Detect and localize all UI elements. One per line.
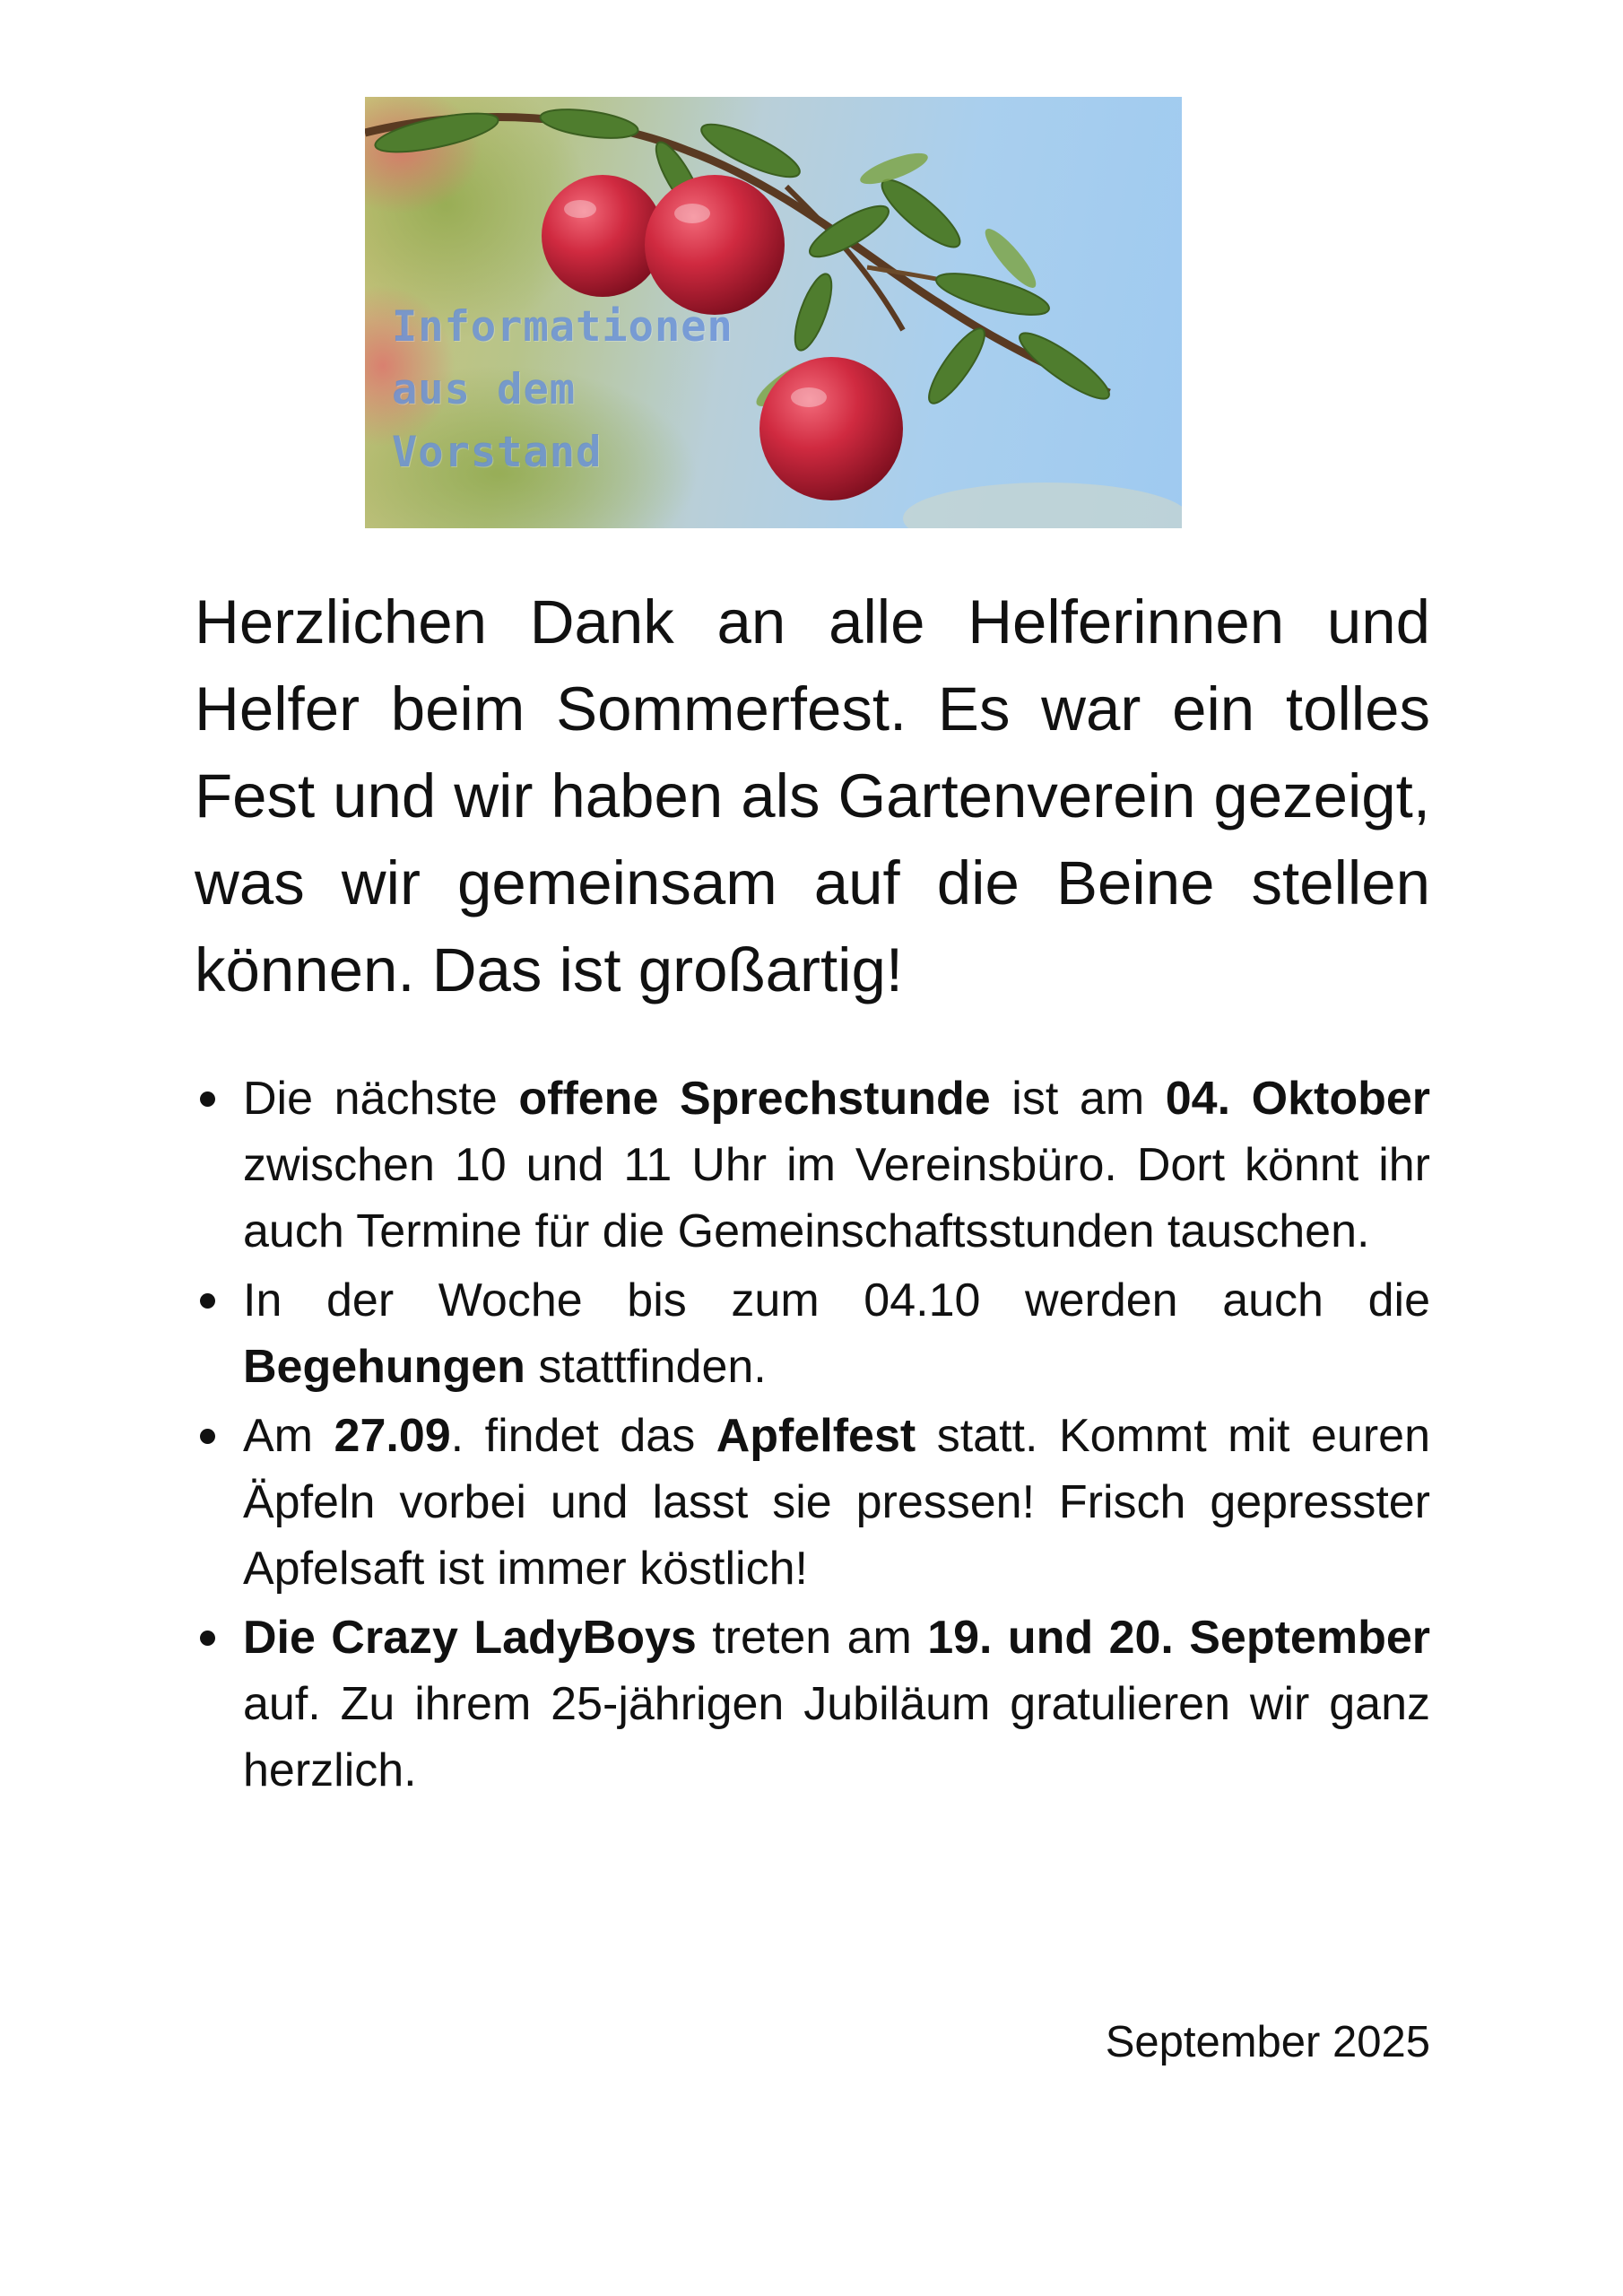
list-item-apfelfest <box>195 1403 1430 1602</box>
caption-line-2: aus dem <box>392 365 577 414</box>
item-highlight: Die Crazy LadyBoys <box>243 1612 697 1664</box>
item-text: zwischen 10 und 11 Uhr im Vereinsbüro. Dort könnt ihr auch Termine für die Gemeinschaftsstunden tauschen. <box>243 1139 1430 1257</box>
bullet-icon <box>200 1631 215 1646</box>
bullet-icon <box>200 1293 215 1309</box>
item-highlight: offene Sprechstunde <box>518 1073 991 1125</box>
intro-paragraph: Herzlichen Dank an alle Helferinnen und Helfer beim Sommerfest. Es war ein tolles Fest und wir haben als Gartenverein gezeigt, was wir gemeinsam auf die Beine stellen können. Das ist großartig! <box>195 587 1430 1004</box>
announcement-list <box>195 1065 1430 1806</box>
caption-line-3: Vorstand <box>392 428 603 477</box>
publication-date: September 2025 <box>1105 2018 1430 2066</box>
item-text: statt. Kommt mit euren Äpfeln vorbei und lasst sie pressen! Frisch gepresster Apfelsaft ist immer köstlich! <box>243 1410 1431 1595</box>
item-text: ist am <box>990 1073 1166 1125</box>
header-caption <box>392 296 733 484</box>
item-highlight: 27.09 <box>334 1410 451 1462</box>
list-item-begehungen <box>195 1267 1430 1400</box>
bullet-icon <box>200 1091 215 1107</box>
item-text: auf. Zu ihrem 25-jährigen Jubiläum gratulieren wir ganz herzlich. <box>243 1678 1430 1796</box>
list-item-sprechstunde <box>195 1065 1430 1265</box>
item-highlight: Apfelfest <box>716 1410 916 1462</box>
item-highlight: Begehungen <box>243 1341 525 1393</box>
item-text: Am <box>243 1410 334 1462</box>
item-highlight: 04. Oktober <box>1165 1073 1431 1125</box>
item-text: . findet das <box>450 1410 716 1462</box>
item-text: In der Woche bis zum 04.10 werden auch die <box>243 1274 1430 1326</box>
item-text: Die nächste <box>243 1073 519 1125</box>
item-text: stattfinden. <box>525 1341 767 1393</box>
caption-line-1: Informationen <box>392 302 733 352</box>
bullet-icon <box>200 1429 215 1444</box>
list-item-ladyboys <box>195 1605 1430 1804</box>
item-text: treten am <box>696 1612 928 1664</box>
header-image <box>365 97 1182 528</box>
item-highlight: 19. und 20. September <box>927 1612 1430 1664</box>
